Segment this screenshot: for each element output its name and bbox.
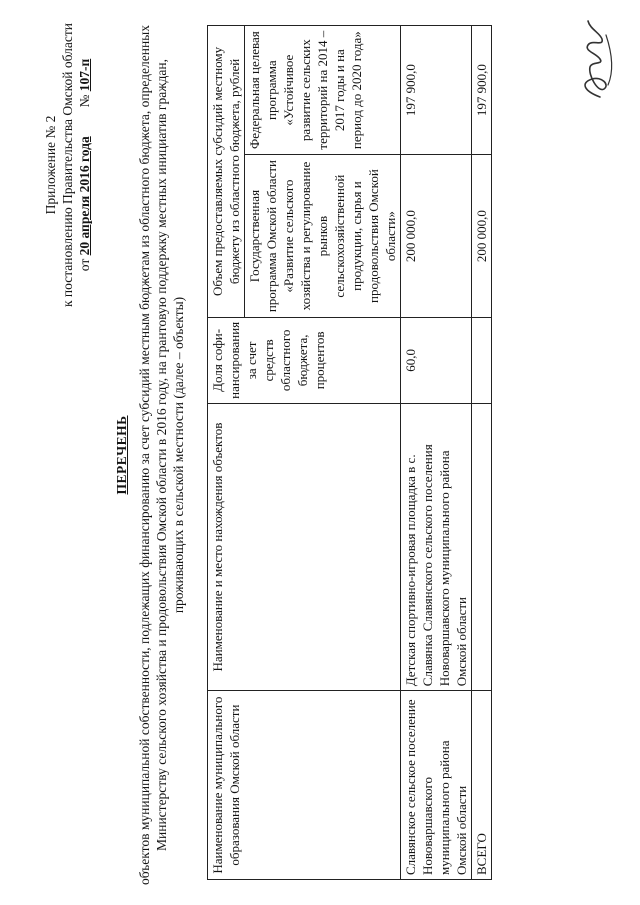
- appendix-date: 20 апреля 2016 года: [77, 136, 92, 256]
- total-empty-object: [472, 403, 492, 690]
- total-state-program: 200 000,0: [472, 155, 492, 318]
- table-total-row: [472, 26, 492, 880]
- appendix-resolution-line: к постановлению Правительства Омской области: [60, 22, 75, 308]
- table-header-row: [208, 26, 245, 880]
- cell-object: Детская спортивно-игровая площадка в с. Славянка Славянского сельского поселения Нововаршавского муниципального района Омской области: [401, 403, 472, 690]
- header-object: Наименование и место нахождения объектов: [208, 403, 401, 690]
- document-title: ПЕРЕЧЕНЬ: [114, 415, 129, 495]
- cell-municipality: Славянское сельское поселение Нововаршавского муниципального района Омской области: [401, 691, 472, 880]
- appendix-date-line: [76, 5, 93, 325]
- document-subtitle: объектов муниципальной собственности, подлежащих финансированию за счет субсидий местным бюджетам из областного бюджета, определенных Министерству сельского хозяйства и продовольствия Омской области в 2016 году, на грантовую поддержку местных инициатив граждан, проживающих в сельской местности (далее – объекты): [137, 24, 186, 885]
- cell-share: 60,0: [401, 317, 472, 403]
- header-municipality: Наименование муниципального образования Омской области: [208, 691, 401, 880]
- cell-federal-program: 197 900,0: [401, 26, 472, 155]
- total-empty-share: [472, 317, 492, 403]
- appendix-title: Приложение № 2: [43, 115, 58, 215]
- total-label: ВСЕГО: [472, 691, 492, 880]
- appendix-number-label: №: [77, 94, 92, 108]
- appendix-header: [42, 5, 93, 325]
- header-federal-program: Федеральная целевая программа «Устойчивое развитие сельских территорий на 2014 – 2017 годы и на период до 2020 года»: [245, 26, 401, 155]
- table-row: [401, 26, 472, 880]
- header-state-program: Государственная программа Омской области «Развитие сельского хозяйства и регулирование рынков сельскохозяйственной продукции, сырья и продовольствия Омской области»: [245, 155, 401, 318]
- signature-mark: [570, 15, 620, 105]
- header-volume-group: Объем предоставляемых субсидий местному бюджету из областного бюджета, рублей: [208, 26, 245, 318]
- appendix-number: 107-п: [77, 58, 92, 92]
- header-share: Доля софи-нансирования за счет средств областного бюджета, процентов: [208, 317, 401, 403]
- appendix-from-label: от: [77, 258, 92, 272]
- cell-state-program: 200 000,0: [401, 155, 472, 318]
- objects-table: [207, 25, 492, 880]
- total-federal-program: 197 900,0: [472, 26, 492, 155]
